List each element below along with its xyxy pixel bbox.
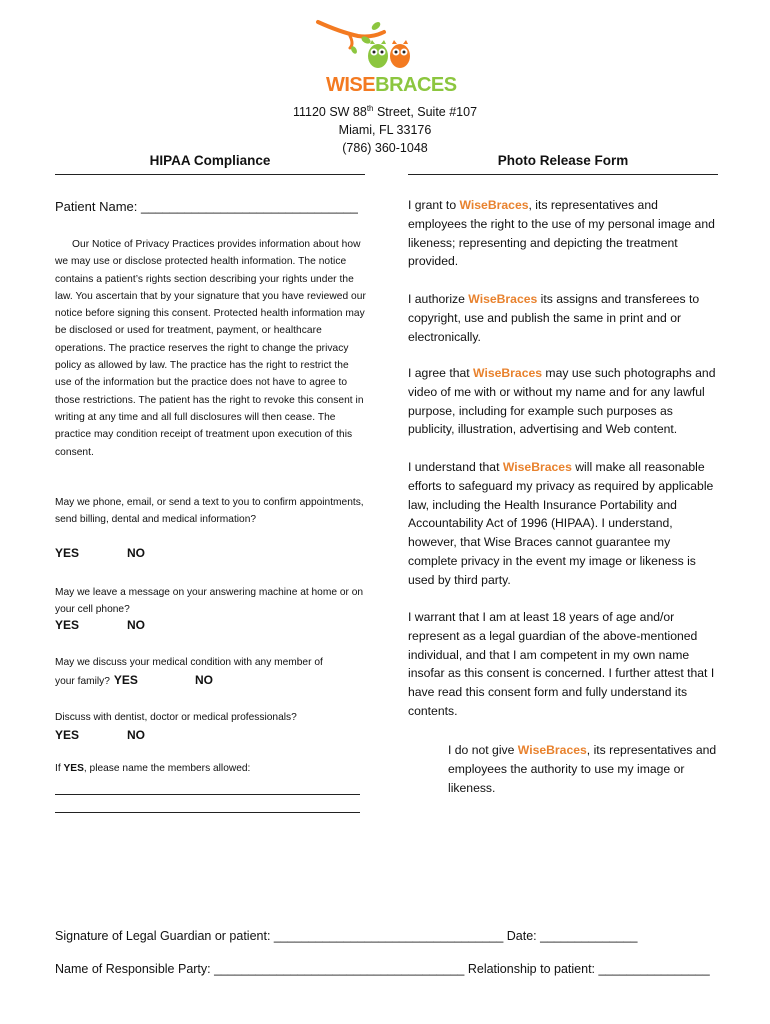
patient-name-field[interactable]: Patient Name: ______________________________ [55,199,358,214]
answer-professionals [55,728,367,742]
brand-name: WiseBraces [502,460,572,474]
yes-option[interactable]: YES [55,728,80,742]
photo-agree-paragraph [408,364,720,439]
photo-grant-paragraph [408,196,720,271]
brand-name: WiseBraces [473,366,543,380]
p3-post: may use such photographs and video of me with or without my name and for any lawful purpose, including for example such purposes as publicity, illustration, advertising and Web content. [408,366,716,437]
members-line-2[interactable] [55,812,360,813]
logo-word-wise: WISE [326,74,376,96]
street-ordinal: th [366,104,374,113]
responsible-party-line[interactable]: Name of Responsible Party: ____________________________________ Relationship to patient: ________________ [55,962,710,976]
no-option[interactable]: NO [195,673,213,687]
p4-pre: I understand that [408,460,503,474]
wisebraces-logo [310,14,470,94]
if-yes-post: , please name the members allowed: [83,763,251,774]
p2-post: its assigns and transferees to copyright, use and publish the same in print and or electronically. [408,292,700,344]
members-line-1[interactable] [55,794,360,795]
hipaa-heading: HIPAA Compliance [149,153,271,168]
photo-release-heading-rule [408,174,718,175]
if-yes-members-label [55,763,367,774]
photo-do-not-give-paragraph [448,741,718,797]
logo-wordmark [326,74,457,97]
question-family-line1: May we discuss your medical condition with any member of [55,657,323,668]
answer-message [55,618,367,632]
no-option[interactable]: NO [127,728,145,742]
yes-option[interactable]: YES [55,618,80,632]
brand-name: WiseBraces [517,743,587,757]
hipaa-heading-rule [55,174,365,175]
question-family-line2 [55,673,367,687]
logo-word-braces: BRACES [375,74,457,96]
privacy-notice-text: Our Notice of Privacy Practices provides information about how we may use or disclose protected health information. The notice contains a patient’s rights section describing your rights under the law. You ascertain that by your signature that you have reviewed our notice before signing this consent. Protected health information may be disclosed or used for treatment, payment, or healthcare operations. The practice reserves the right to change the privacy policy as allowed by law. The practice has the right to restrict the use of the information but the practice does not have to agree to those restrictions. The patient has the right to revoke this consent in writing at any time and all full disclosures will then cease. The practice may condition receipt of treatment upon execution of this consent. [55,239,366,458]
brand-name: WiseBraces [459,198,529,212]
address-block [0,100,770,157]
if-yes-pre: If [55,763,64,774]
yes-option[interactable]: YES [113,673,138,687]
address-city: Miami, FL 33176 [338,123,432,138]
p6-post: , its representatives and employees the authority to use my image or likeness. [448,743,717,795]
signature-date-line[interactable]: Signature of Legal Guardian or patient: _________________________________ Date: ______________ [55,929,638,943]
yes-option[interactable]: YES [55,546,80,560]
no-option[interactable]: NO [127,618,145,632]
no-option[interactable]: NO [127,546,145,560]
p2-pre: I authorize [408,292,469,306]
photo-privacy-paragraph [408,458,720,590]
street-number: 11120 SW 88 [292,105,367,120]
street-name: Street, Suite #107 [373,105,478,120]
if-yes-bold: YES [63,763,84,774]
answer-contact [55,546,367,560]
p4-post: will make all reasonable efforts to safeguard my privacy as required by applicable law, including the Health Insurance Portability and Accountability Act of 1996 (HIPAA). I understand, however, that Wise Braces cannot guarantee my complete privacy in the event my image or likeness is used by third party. [408,460,714,587]
brand-name: WiseBraces [468,292,538,306]
question-professionals: Discuss with dentist, doctor or medical professionals? [55,712,297,723]
p1-pre: I grant to [408,198,460,212]
photo-authorize-paragraph [408,290,720,346]
address-street [0,100,770,121]
photo-release-heading: Photo Release Form [497,153,629,168]
photo-warrant-paragraph: I warrant that I am at least 18 years of age and/or represent as a legal guardian of the above-mentioned individual, and that I am competent in my own name insofar as this consent is concerned. I further attest that I have read this consent form and fully understand its contents. [408,610,715,718]
p3-pre: I agree that [408,366,474,380]
question-message: May we leave a message on your answering machine at home or on your cell phone? [55,587,364,615]
p6-pre: I do not give [448,743,518,757]
question-contact: May we phone, email, or send a text to you to confirm appointments, send billing, dental and medical information? [55,497,364,525]
address-phone: (786) 360-1048 [342,141,428,156]
question-family-text: your family? [55,676,110,687]
p1-post: , its representatives and employees the right to the use of my personal image and likeness; representing and depicting the treatment provided. [408,198,715,269]
